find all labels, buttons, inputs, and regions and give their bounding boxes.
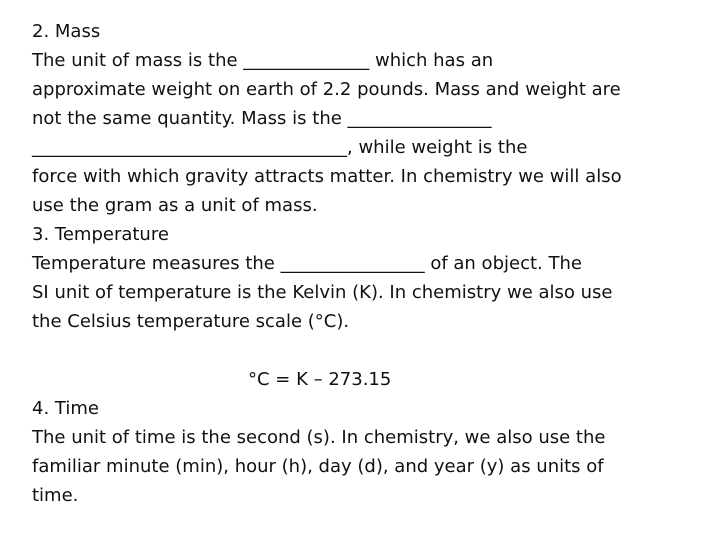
mass-line-2: approximate weight on earth of 2.2 pounds. Mass and weight are	[32, 79, 621, 100]
mass-line-4: ___________________________________, while weight is the	[32, 137, 528, 158]
temperature-formula: °C = K – 273.15	[248, 369, 392, 390]
temperature-line-1: Temperature measures the ________________ of an object. The	[32, 253, 582, 274]
notes-page	[32, 17, 702, 510]
blank-spacer	[32, 336, 702, 365]
temperature-line-3: the Celsius temperature scale (°C).	[32, 311, 350, 332]
mass-line-6: use the gram as a unit of mass.	[32, 195, 318, 216]
time-line-1: The unit of time is the second (s). In chemistry, we also use the	[32, 427, 606, 448]
mass-line-1: The unit of mass is the ______________ which has an	[32, 50, 494, 71]
mass-line-3: not the same quantity. Mass is the ________________	[32, 108, 492, 129]
temperature-line-2: SI unit of temperature is the Kelvin (K). In chemistry we also use	[32, 282, 613, 303]
time-line-3: time.	[32, 485, 79, 506]
mass-line-5: force with which gravity attracts matter. In chemistry we will also	[32, 166, 622, 187]
time-heading: 4. Time	[32, 398, 99, 419]
time-line-2: familiar minute (min), hour (h), day (d), and year (y) as units of	[32, 456, 604, 477]
mass-heading: 2. Mass	[32, 21, 101, 42]
temperature-heading: 3. Temperature	[32, 224, 169, 245]
